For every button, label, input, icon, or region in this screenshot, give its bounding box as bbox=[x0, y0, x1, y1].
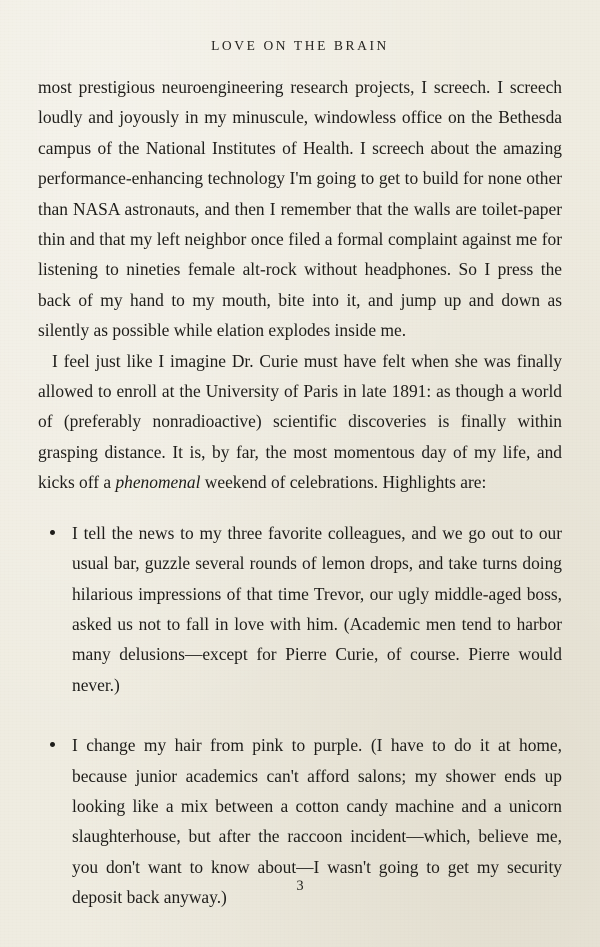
bullet-icon bbox=[50, 530, 55, 535]
page-number: 3 bbox=[296, 878, 304, 894]
list-item-text: I tell the news to my three favorite colleagues, and we go out to our usual bar, guzzle several rounds of lemon drops, and take turns doing hilarious impressions of that time Trevor, our ugly middle-aged boss, asked us not to fall in love with him. (Academic men tend to harbor many delusions—except for Pierre Curie, of course. Pierre would never.) bbox=[72, 522, 562, 695]
paragraph-curie-text-before-italic: I feel just like I imagine Dr. Curie must have felt when she was finally allowed to enroll at the University of Paris in late 1891: as though a world of (preferably nonradioactive) scientific discoveries is finally within grasping distance. It is, by far, the most momentous day of my life, and kicks off a bbox=[38, 350, 562, 493]
paragraph-curie-text-after-italic: weekend of celebrations. Highlights are: bbox=[200, 472, 487, 493]
running-head: LOVE ON THE BRAIN bbox=[211, 38, 389, 53]
emphasis-phenomenal: phenomenal bbox=[115, 472, 201, 493]
body-column bbox=[38, 72, 562, 913]
paragraph-continuation: most prestigious neuroengineering research projects, I screech. I screech loudly and joyously in my minuscule, windowless office on the Bethesda campus of the National Institutes of Health. I screech about the amazing performance-enhancing technology I'm going to get to build for none other than NASA astronauts, and then I remember that the walls are toilet-paper thin and that my left neighbor once filed a formal complaint against me for listening to nineties female alt-rock without headphones. So I press the back of my hand to my mouth, bite into it, and jump up and down as silently as possible while elation explodes inside me. bbox=[38, 77, 562, 341]
list-item-text: I change my hair from pink to purple. (I have to do it at home, because junior academics can't afford salons; my shower ends up looking like a mix between a cotton candy machine and a unicorn slaughterhouse, but after the raccoon incident—which, believe me, you don't want to know about—I wasn't going to get my security deposit back anyway.) bbox=[72, 735, 562, 908]
bullet-icon bbox=[50, 742, 55, 747]
highlights-list bbox=[38, 518, 562, 913]
paragraph-spacer bbox=[38, 498, 562, 518]
paragraph-curie bbox=[38, 346, 562, 498]
list-item bbox=[38, 518, 562, 700]
